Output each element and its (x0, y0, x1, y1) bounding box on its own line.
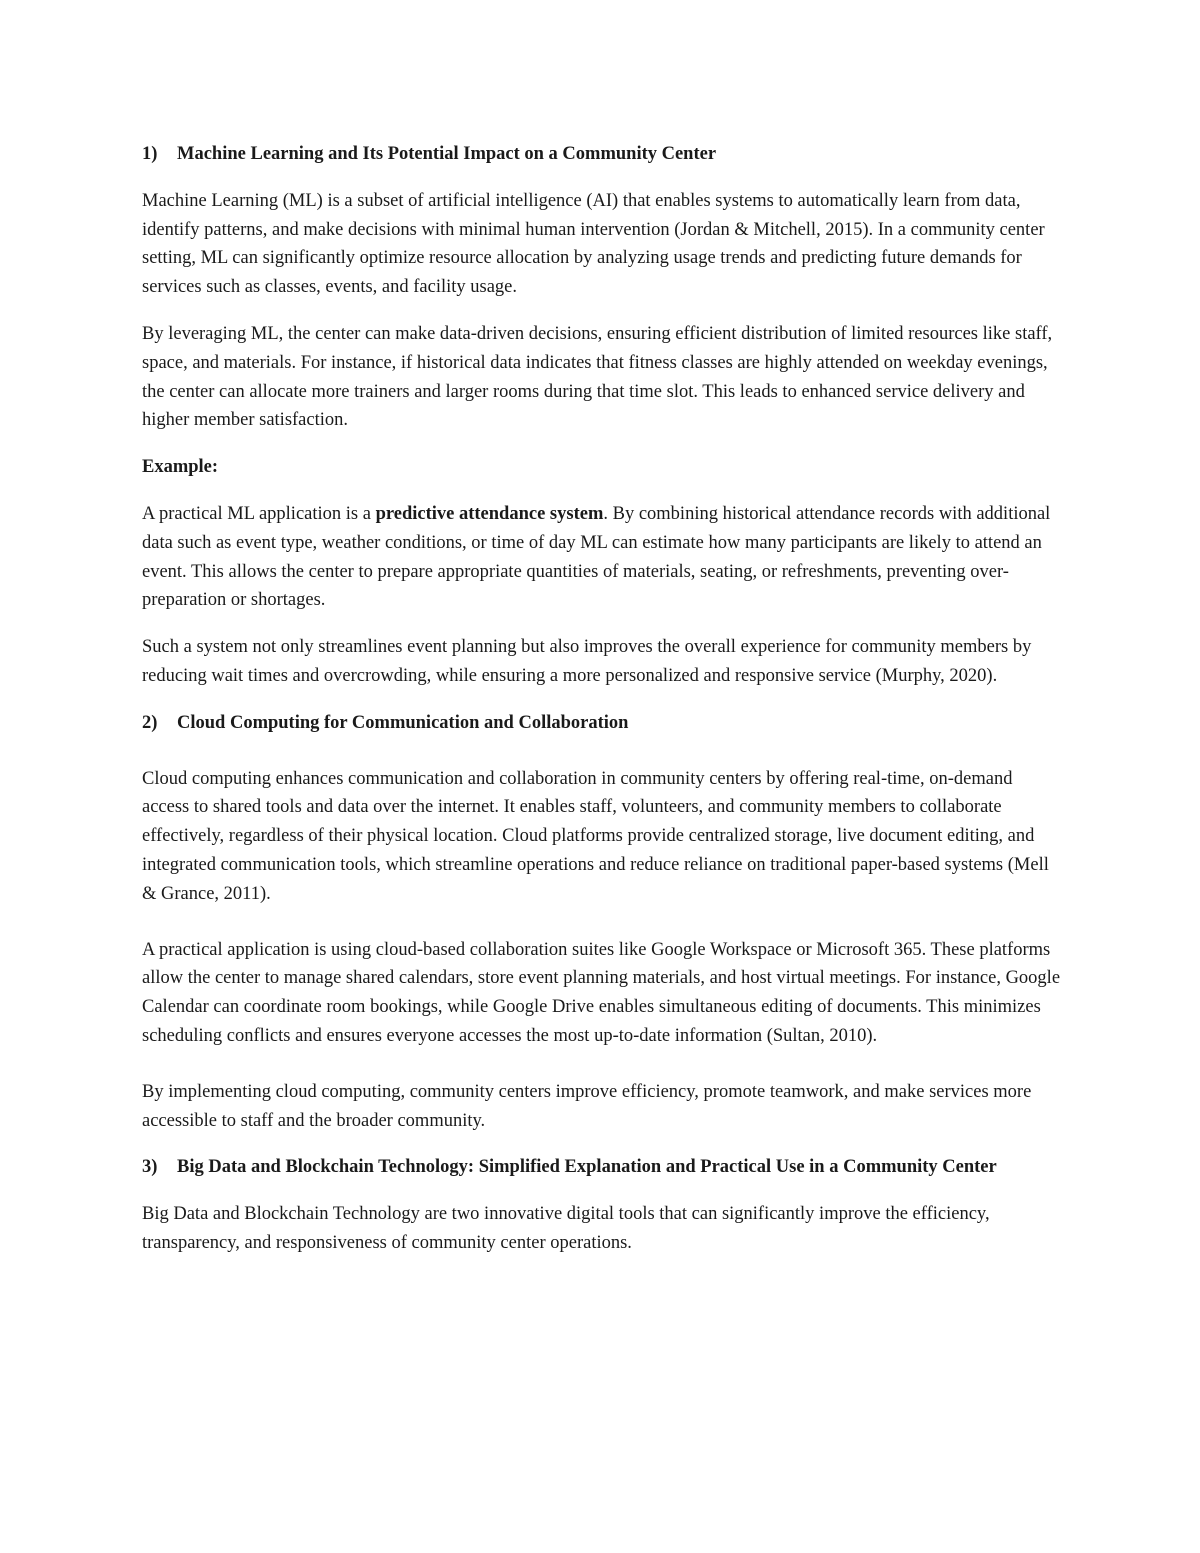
example-text-end: . By combining historical attendance records with additional data such as event type, weather conditions, or time of day ML can estimate how many participants are likely to attend an event. This allows the center to prepare appropriate quantities of materials, seating, or refreshments, preventing over-preparation or shortages. (142, 503, 1051, 611)
section-1-paragraph-4: Such a system not only streamlines event planning but also improves the overall experience for community members by reducing wait times and overcrowding, while ensuring a more personalized and responsive service (Murphy, 2020). (142, 637, 1032, 686)
section-2-title: Cloud Computing for Communication and Collaboration (177, 712, 629, 733)
section-1-example-paragraph (142, 500, 1062, 615)
section-1-paragraph-2: By leveraging ML, the center can make data-driven decisions, ensuring efficient distribution of limited resources like staff, space, and materials. For instance, if historical data indicates that fitness classes are highly attended on weekday evenings, the center can allocate more trainers and larger rooms during that time slot. This leads to enhanced service delivery and higher member satisfaction. (142, 323, 1053, 431)
example-label: Example: (142, 457, 219, 478)
section-2-heading (142, 709, 1062, 738)
section-1-heading (142, 140, 1062, 169)
document-page (142, 140, 1062, 1276)
section-3-heading (142, 1153, 1062, 1182)
section-2-number: 2) (142, 712, 158, 733)
section-2-paragraph-2: A practical application is using cloud-based collaboration suites like Google Workspace or Microsoft 365. These platforms allow the center to manage shared calendars, store event planning materials, and host virtual meetings. For instance, Google Calendar can coordinate room bookings, while Google Drive enables simultaneous editing of documents. This minimizes scheduling conflicts and ensures everyone accesses the most up-to-date information (Sultan, 2010). (142, 939, 1061, 1046)
section-1-number: 1) (142, 144, 158, 164)
section-2-paragraph-1: Cloud computing enhances communication and collaboration in community centers by offering real-time, on-demand access to shared tools and data over the internet. It enables staff, volunteers, and community members to collaborate effectively, regardless of their physical location. Cloud platforms provide centralized storage, live document editing, and integrated communication tools, which streamline operations and reduce reliance on traditional paper-based systems (Mell & Grance, 2011). (142, 768, 1049, 904)
section-3-number: 3) (142, 1157, 158, 1178)
example-bold-term: predictive attendance system (375, 503, 604, 524)
section-2-paragraph-3: By implementing cloud computing, community centers improve efficiency, promote teamwork, and make services more accessible to staff and the broader community. (142, 1081, 1032, 1131)
example-text-start: A practical ML application is a (142, 503, 376, 524)
section-1-paragraph-1: Machine Learning (ML) is a subset of artificial intelligence (AI) that enables systems to automatically learn from data, identify patterns, and make decisions with minimal human intervention (Jordan & Mitchell, 2015). In a community center setting, ML can significantly optimize resource allocation by analyzing usage trends and predicting future demands for services such as classes, events, and facility usage. (142, 190, 1045, 298)
section-1-title: Machine Learning and Its Potential Impact on a Community Center (177, 144, 717, 164)
section-3-paragraph-1: Big Data and Blockchain Technology are two innovative digital tools that can significantly improve the efficiency, transparency, and responsiveness of community center operations. (142, 1204, 990, 1253)
section-3-title: Big Data and Blockchain Technology: Simplified Explanation and Practical Use in a Community Center (177, 1157, 997, 1178)
